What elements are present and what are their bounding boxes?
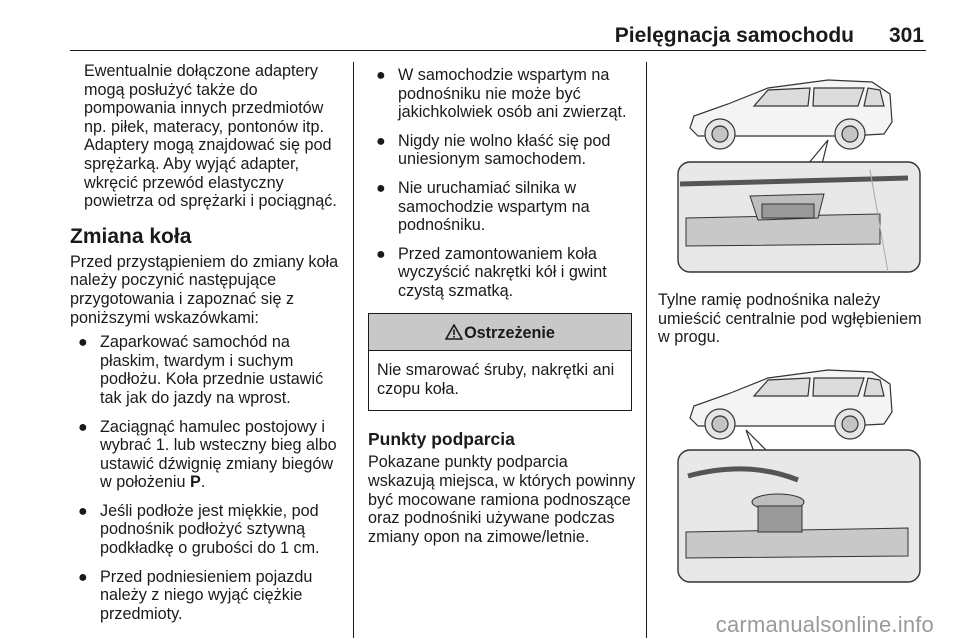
bullet-icon: ● [78, 568, 88, 586]
adapter-paragraph: Ewentualnie dołączone adaptery mogą posłużyć także do pompowania innych przedmiotów np. piłek, materacy, pontonów itp. Adaptery mogą znajdować się pod sprężarką. Aby wyjąć adapter, wkręcić przewód elastyczny powietrza od sprężarki i pociągnąć. [84, 62, 337, 211]
bullet-icon: ● [376, 132, 386, 150]
bullet-icon: ● [376, 179, 386, 197]
page-header [0, 0, 960, 54]
column-2 [368, 62, 636, 546]
list-item: ● Zaciągnąć hamulec postojowy i wybrać 1. lub wsteczny bieg albo ustawić dźwignię zmiany biegów w położeniu P. [78, 417, 337, 492]
preparation-list [70, 333, 342, 623]
list-item: ● Jeśli podłoże jest miękkie, pod podnośnik podłożyć sztywną podkładkę o grubości do 1 cm. [78, 501, 320, 558]
column-divider-2 [646, 62, 647, 638]
figure-caption: Tylne ramię podnośnika należy umieścić centralnie pod wgłębieniem w progu. [658, 291, 922, 347]
warning-box [368, 313, 632, 412]
gear-position: P [190, 473, 201, 492]
subsection-text: Pokazane punkty podparcia wskazują miejsca, w których powinny być mocowane ramiona podnoszące oraz podnośniki używane podczas zmiany opon na zimowe/letnie. [368, 453, 636, 546]
header-rule [70, 50, 926, 51]
bullet-icon: ● [78, 502, 88, 520]
warning-text: Nie smarować śruby, nakrętki ani czopu koła. [377, 361, 615, 398]
list-item: ● Przed podniesieniem pojazdu należy z niego wyjąć ciężkie przedmioty. [78, 567, 313, 623]
column-divider-1 [353, 62, 354, 638]
section-title: Zmiana koła [70, 224, 192, 248]
chapter-title: Pielęgnacja samochodu [614, 24, 854, 47]
bullet-icon: ● [78, 334, 88, 352]
watermark: carmanualsonline.info [715, 612, 934, 637]
bullet-icon: ● [78, 418, 88, 436]
section-intro: Przed przystąpieniem do zmiany koła należy poczynić następujące przygotowania i zapoznać się z poniższymi wskazówkami: [70, 252, 339, 327]
list-item: ● Nigdy nie wolno kłaść się pod uniesionym samochodem. [376, 131, 611, 169]
list-item: ● Zaparkować samochód na płaskim, twardym i suchym podłożu. Koła przednie ustawić tak jak do jazdy na wprost. [78, 333, 324, 407]
bullet-icon: ● [376, 245, 386, 263]
page-number: 301 [888, 24, 924, 47]
list-item: ● Przed zamontowaniem koła wyczyścić nakrętki kół i gwint czystą szmatką. [376, 244, 607, 300]
subsection-title: Punkty podparcia [368, 429, 515, 450]
jack-point-illustration-rear [658, 356, 926, 584]
warning-triangle-icon [445, 324, 463, 340]
list-item: ● Nie uruchamiać silnika w samochodzie wspartym na podnośniku. [376, 178, 590, 235]
safety-list [368, 66, 636, 301]
column-1 [70, 62, 342, 633]
jack-point-illustration-front [658, 66, 926, 276]
warning-title: Ostrzeżenie [369, 314, 631, 352]
list-item: ● W samochodzie wspartym na podnośniku nie może być jakichkolwiek osób ani zwierząt. [376, 66, 627, 122]
bullet-icon: ● [376, 67, 386, 84]
